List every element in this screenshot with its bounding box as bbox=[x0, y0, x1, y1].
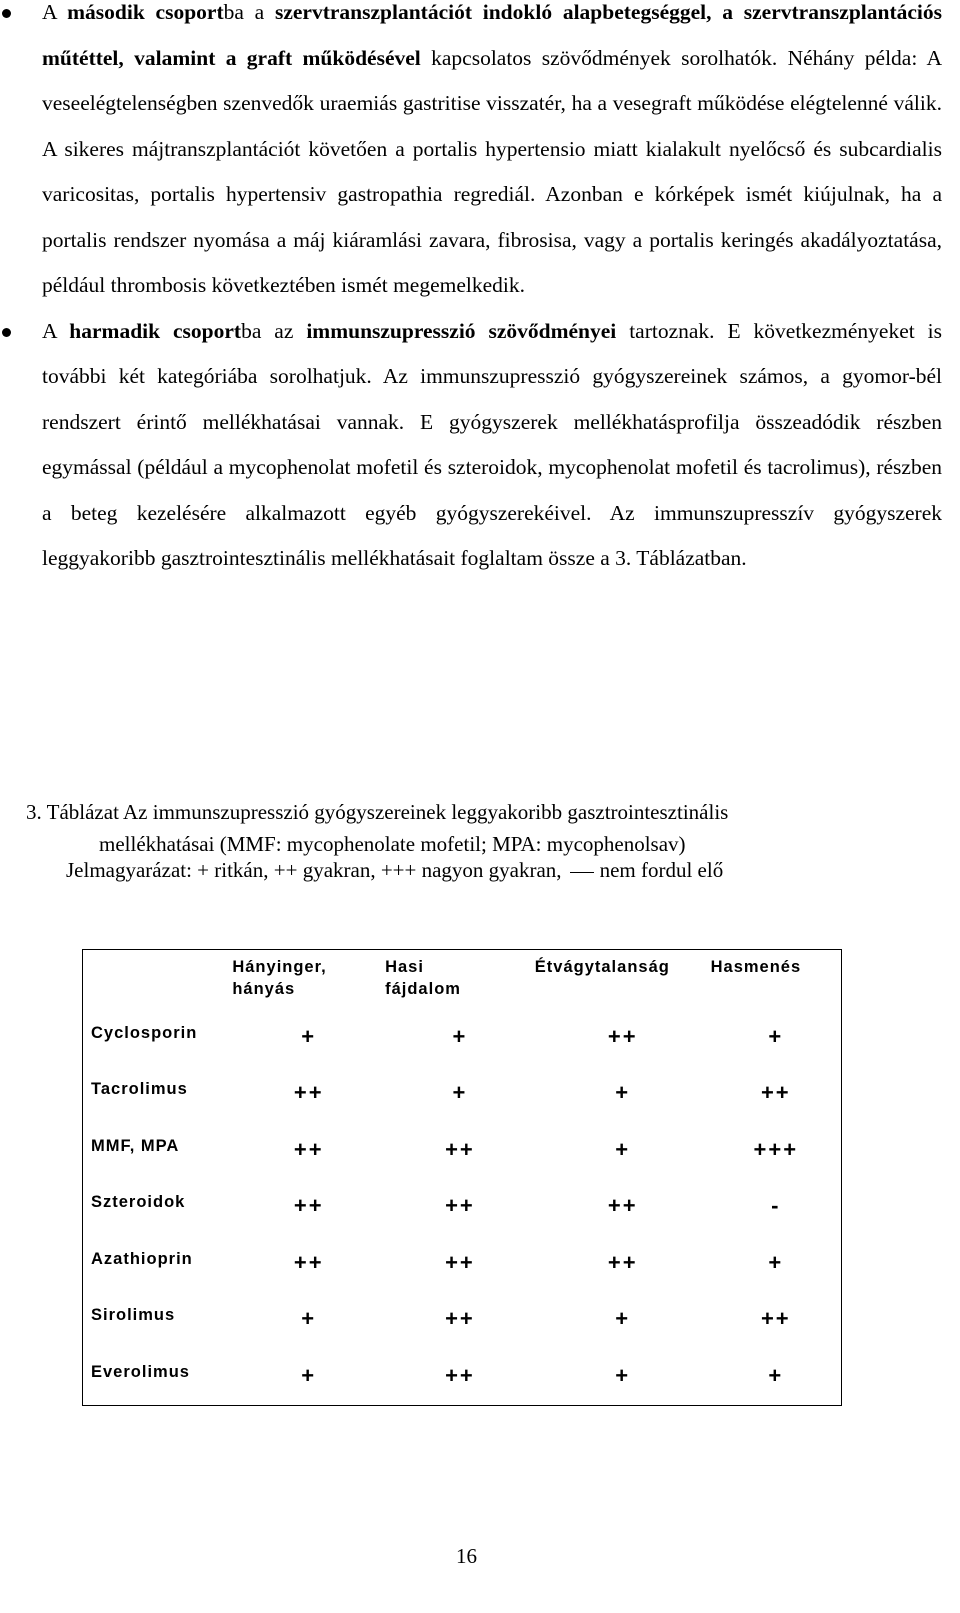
bullet-item-second-group bbox=[0, 0, 960, 309]
bold-text-run: immunszupresszió szövődményei bbox=[306, 318, 617, 343]
frequency-cell: ++ bbox=[760, 1080, 791, 1105]
frequency-cell: ++ bbox=[445, 1249, 475, 1275]
frequency-cell: ++ bbox=[445, 1362, 475, 1388]
bold-text-run: második csoport bbox=[67, 0, 224, 24]
column-header: Hányinger, hányás bbox=[232, 958, 327, 998]
side-effects-table bbox=[82, 949, 842, 1406]
bold-text-run: szervtranszplantációt indokló alapbetegséggel, a szervtranszplantációs műtéttel, valamint a graft működésével bbox=[42, 0, 943, 70]
table-row bbox=[83, 1010, 842, 1067]
frequency-cell: ++ bbox=[760, 1306, 791, 1331]
text-run: ba az bbox=[241, 318, 307, 343]
text-run: A bbox=[42, 318, 70, 343]
bullet-paragraph bbox=[42, 309, 942, 582]
page-number: 16 bbox=[456, 1544, 477, 1568]
frequency-cell: ++ bbox=[293, 1193, 324, 1218]
table-row bbox=[83, 1179, 842, 1236]
frequency-cell: + bbox=[615, 1136, 631, 1162]
frequency-cell: - bbox=[771, 1193, 781, 1218]
frequency-cell: ++ bbox=[445, 1136, 475, 1162]
table-row bbox=[83, 1123, 842, 1180]
frequency-cell: + bbox=[452, 1080, 468, 1105]
frequency-cell: + bbox=[615, 1080, 631, 1105]
text-run: tartoznak. E következményeket is további két kategóriába sorolhatjuk. Az immunszupresszió gyógyszereinek számos, a gyomor-bél rendszert érintő mellékhatásai vannak. E gyógyszerek mellékhatásprofilja összeadódik részben egymással (például a mycophenolat mofetil és szteroidok, mycophenolat mofetil és tacrolimus), részben a beteg kezelésére alkalmazott egyéb gyógyszerekéivel. Az immunszupresszív gyógyszerek leggyakoribb gasztrointesztinális mellékhatásait foglaltam össze a 3. Táblázatban. bbox=[42, 318, 942, 570]
drug-name-cell: MMF, MPA bbox=[91, 1136, 180, 1155]
bullet-paragraph bbox=[42, 0, 942, 309]
table-caption-line-2: mellékhatásai (MMF: mycophenolate mofetil; MPA: mycophenolsav) bbox=[99, 832, 686, 856]
frequency-cell: + bbox=[615, 1362, 631, 1388]
frequency-cell: ++ bbox=[293, 1136, 324, 1162]
frequency-cell: +++ bbox=[753, 1136, 799, 1162]
column-header: Hasmenés bbox=[710, 958, 802, 976]
bullet-list bbox=[0, 0, 960, 582]
legend-tail: nem fordul elő bbox=[599, 858, 724, 882]
drug-name-cell: Everolimus bbox=[91, 1362, 190, 1381]
frequency-cell: ++ bbox=[445, 1193, 475, 1218]
table-row bbox=[83, 1066, 842, 1123]
frequency-cell: ++ bbox=[293, 1249, 324, 1275]
dash-symbol-icon bbox=[570, 872, 594, 873]
frequency-cell: ++ bbox=[293, 1080, 324, 1105]
drug-name-cell: Cyclosporin bbox=[91, 1023, 198, 1042]
drug-name-cell: Azathioprin bbox=[91, 1249, 193, 1268]
header-empty-cell bbox=[83, 950, 233, 1010]
table-row bbox=[83, 1349, 842, 1406]
column-header: Hasi fájdalom bbox=[385, 958, 461, 998]
frequency-cell: ++ bbox=[445, 1306, 475, 1331]
frequency-cell: + bbox=[452, 1023, 468, 1049]
frequency-cell: ++ bbox=[607, 1193, 638, 1218]
table-caption-line-1: 3. Táblázat Az immunszupresszió gyógyszereinek leggyakoribb gasztrointesztinális bbox=[26, 800, 729, 824]
frequency-cell: + bbox=[768, 1023, 784, 1049]
text-run: A bbox=[42, 0, 68, 24]
text-run: kapcsolatos szövődmények sorolhatók. Néhány példa: A veseelégtelenségben szenvedők uraemiás gastritise visszatér, ha a vesegraft működése elégtelenné válik. A sikeres májtranszplantációt követően a portalis hypertensio miatt kialakult nyelőcső és subcardialis varicositas, portalis hypertensiv gastropathia regrediál. Azonban e kórképek ismét kiújulnak, ha a portalis rendszer nyomása a máj kiáramlási zavara, fibrosisa, vagy a portalis keringés akadályoztatása, például thrombosis következtében ismét megemelkedik. bbox=[42, 45, 942, 297]
frequency-cell: + bbox=[768, 1362, 784, 1388]
legend-text: Jelmagyarázat: + ritkán, ++ gyakran, +++ nagyon gyakran, bbox=[66, 858, 562, 882]
frequency-cell: + bbox=[768, 1249, 784, 1275]
table-row bbox=[83, 1292, 842, 1349]
table-legend bbox=[66, 854, 723, 886]
drug-name-cell: Tacrolimus bbox=[91, 1080, 188, 1098]
text-run: ba a bbox=[223, 0, 275, 24]
bullet-dot-icon bbox=[2, 9, 11, 18]
frequency-cell: + bbox=[301, 1023, 317, 1049]
frequency-cell: + bbox=[301, 1362, 317, 1388]
table-row bbox=[83, 1236, 842, 1293]
bullet-item-third-group bbox=[0, 309, 960, 582]
drug-name-cell: Sirolimus bbox=[91, 1306, 176, 1324]
column-header: Étvágytalanság bbox=[534, 958, 670, 976]
frequency-cell: ++ bbox=[607, 1023, 638, 1049]
frequency-cell: + bbox=[615, 1306, 631, 1331]
table-header-row bbox=[83, 950, 842, 1010]
bullet-dot-icon bbox=[2, 328, 11, 337]
frequency-cell: ++ bbox=[607, 1249, 638, 1275]
frequency-cell: + bbox=[301, 1306, 317, 1331]
bold-text-run: harmadik csoport bbox=[69, 318, 242, 343]
drug-name-cell: Szteroidok bbox=[91, 1193, 186, 1211]
table-body bbox=[83, 950, 842, 1406]
